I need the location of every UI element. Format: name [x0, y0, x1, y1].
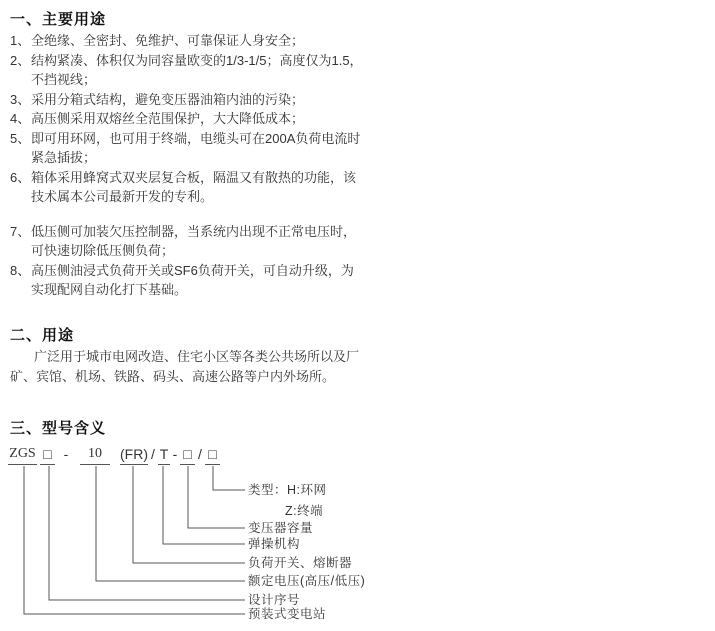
item-text: 箱体采用蜂窝式双夹层复合板，隔温又有散热的功能，该 [31, 169, 357, 185]
list-item-line [10, 168, 370, 188]
item-number: 2、 [10, 52, 31, 68]
tree-label-spring-mech: 弹操机构 [248, 537, 301, 551]
model-code-box-serial: □ [40, 446, 55, 465]
item-number: 7、 [10, 223, 31, 239]
item-number: 4、 [10, 111, 31, 126]
list-item-line [10, 90, 370, 110]
list-item-line: 可快速切除低压侧负荷； [31, 243, 175, 258]
item-text: 高压侧油浸式负荷开关或SF6负荷开关，可自动升级，为 [31, 262, 354, 278]
section-heading-model-meaning: 三、型号含义 [10, 420, 107, 437]
model-code-slash: / [151, 446, 155, 462]
list-item-line [10, 222, 370, 242]
list-item-line: 不挡视线； [31, 72, 97, 87]
list-item [10, 90, 370, 110]
item-number: 1、 [10, 33, 31, 48]
model-code-dash: - [63, 446, 69, 462]
model-designation-diagram [8, 446, 408, 631]
model-code-voltage: 10 [80, 446, 110, 465]
list-item [10, 129, 370, 168]
paragraph-line: 矿、宾馆、机场、铁路、码头、高速公路等户内外场所。 [10, 368, 336, 384]
section-heading-main-uses: 一、主要用途 [10, 11, 107, 28]
list-item-line [10, 261, 370, 281]
list-item [10, 51, 370, 90]
tree-label-type-terminal: Z:终端 [285, 504, 324, 518]
paragraph-line: 广泛用于城市电网改造、住宅小区等各类公共场所以及厂 [34, 349, 360, 364]
list-item-line: 实现配网自动化打下基础。 [31, 282, 188, 297]
applications-paragraph [10, 347, 370, 386]
list-item [10, 168, 370, 207]
model-code-t: T [158, 446, 170, 465]
item-text: 结构紧凑、体积仅为同容量欧变的1/3-1/5；高度仅为1.5， [31, 52, 363, 68]
item-text: 即可用环网，也可用于终端，电缆头可在200A负荷电流时 [31, 130, 361, 146]
list-item-line [10, 51, 370, 71]
tree-label-design-serial: 设计序号 [248, 593, 301, 607]
model-code-prefix: ZGS [8, 446, 37, 465]
tree-label-type: 类型：H:环网 [248, 483, 327, 497]
model-code-box-type: □ [205, 446, 220, 465]
item-number: 5、 [10, 130, 31, 146]
model-code-fr: (FR) [120, 446, 148, 465]
list-item [10, 261, 370, 300]
model-tree-lines [8, 446, 408, 631]
list-item-line [10, 31, 370, 51]
list-item-line [10, 129, 370, 149]
model-code-row [8, 446, 268, 466]
item-text: 低压侧可加装欠压控制器，当系统内出现不正常电压时， [31, 223, 357, 239]
tree-label-rated-voltage: 额定电压(高压/低压) [248, 574, 366, 588]
list-item [10, 109, 370, 129]
model-code-box-capacity: □ [180, 446, 195, 465]
list-item-line: 紧急插拔； [31, 150, 97, 165]
model-code-dash: - [172, 446, 178, 462]
list-item [10, 31, 370, 51]
item-number: 3、 [10, 91, 31, 107]
tree-label-switch-fuse: 负荷开关、熔断器 [248, 556, 353, 570]
list-item [10, 222, 370, 261]
tree-label-substation: 预装式变电站 [248, 607, 327, 621]
list-item-line [10, 109, 370, 129]
list-item-line: 技术属本公司最新开发的专利。 [31, 189, 214, 204]
item-number: 6、 [10, 169, 31, 185]
model-code-slash: / [198, 446, 202, 462]
main-uses-list [10, 31, 370, 300]
item-number: 8、 [10, 262, 31, 278]
item-text: 高压侧采用双熔丝全范围保护，大大降低成本； [31, 111, 305, 126]
tree-label-capacity: 变压器容量 [248, 521, 314, 535]
item-text: 全绝缘、全密封、免维护、可靠保证人身安全； [31, 33, 305, 48]
section-heading-applications: 二、用途 [10, 327, 75, 344]
item-text: 采用分箱式结构，避免变压器油箱内油的污染； [31, 91, 305, 107]
